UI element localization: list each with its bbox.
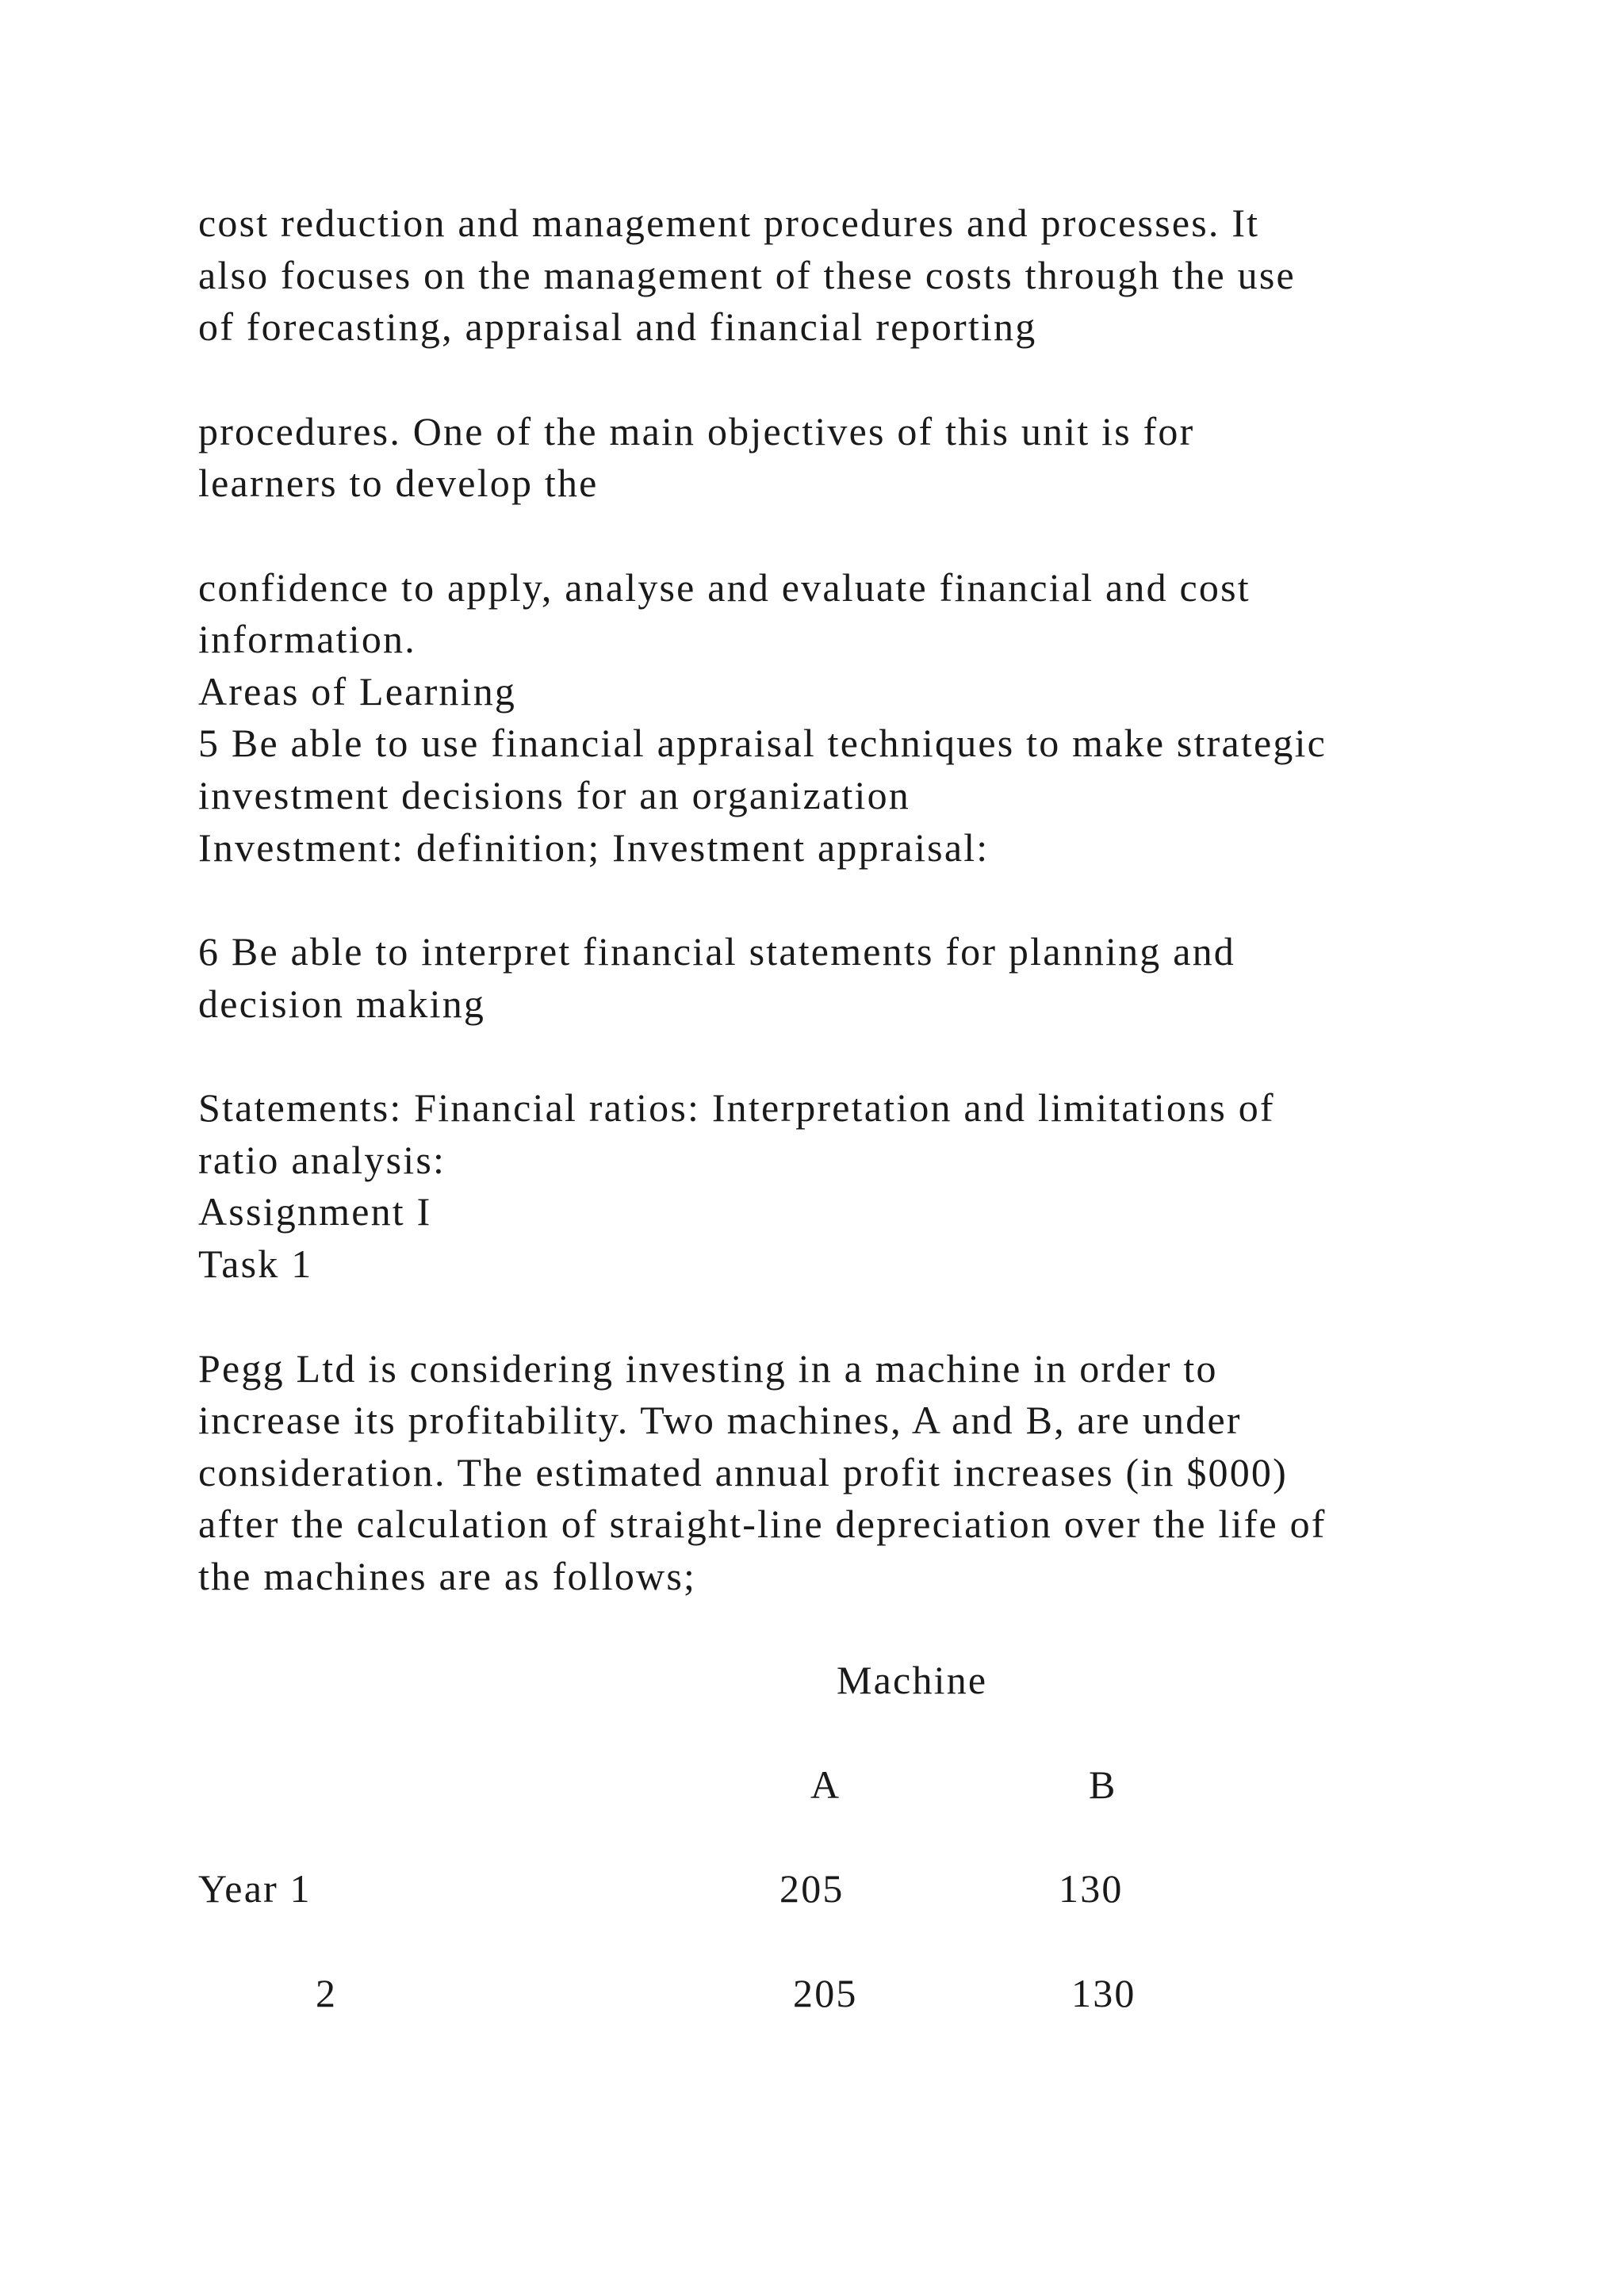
row-label: Year 1	[198, 1866, 312, 1911]
table-header-machine: Machine	[837, 1658, 988, 1702]
text-line: the machines are as follows;	[198, 1554, 697, 1598]
text-line: information.	[198, 617, 416, 661]
text-line: investment decisions for an organization	[198, 773, 910, 817]
assignment-heading: Assignment I	[198, 1189, 432, 1234]
text-line: Statements: Financial ratios: Interpretation and limitations of	[198, 1085, 1275, 1130]
text-line: Pegg Ltd is considering investing in a machine in order to	[198, 1346, 1218, 1391]
machine-a-value: 205	[793, 1971, 858, 2015]
row-label: 2	[316, 1971, 338, 2015]
text-line: cost reduction and management procedures and processes. It	[198, 201, 1260, 245]
machine-a-value: 205	[779, 1866, 845, 1911]
text-line: also focuses on the management of these costs through the use	[198, 253, 1296, 297]
text-line: ratio analysis:	[198, 1138, 446, 1182]
text-line: after the calculation of straight-line depreciation over the life of	[198, 1502, 1327, 1546]
machine-b-value: 130	[1059, 1866, 1124, 1911]
column-header-b: B	[1089, 1762, 1117, 1807]
text-line: decision making	[198, 982, 486, 1026]
task-heading: Task 1	[198, 1242, 313, 1286]
text-line: consideration. The estimated annual profit increases (in $000)	[198, 1450, 1288, 1494]
section-heading: Areas of Learning	[198, 669, 517, 714]
text-line: of forecasting, appraisal and financial reporting	[198, 304, 1037, 349]
text-line: increase its profitability. Two machines, A and B, are under	[198, 1398, 1242, 1442]
text-line: Investment: definition; Investment appraisal:	[198, 825, 990, 870]
machine-b-value: 130	[1071, 1971, 1136, 2015]
text-line: confidence to apply, analyse and evaluate financial and cost	[198, 565, 1251, 610]
column-header-a: A	[810, 1762, 841, 1807]
text-line: learners to develop the	[198, 461, 599, 505]
text-line: 5 Be able to use financial appraisal techniques to make strategic	[198, 721, 1327, 765]
text-line: 6 Be able to interpret financial statements for planning and	[198, 929, 1236, 974]
text-line: procedures. One of the main objectives of this unit is for	[198, 409, 1195, 453]
